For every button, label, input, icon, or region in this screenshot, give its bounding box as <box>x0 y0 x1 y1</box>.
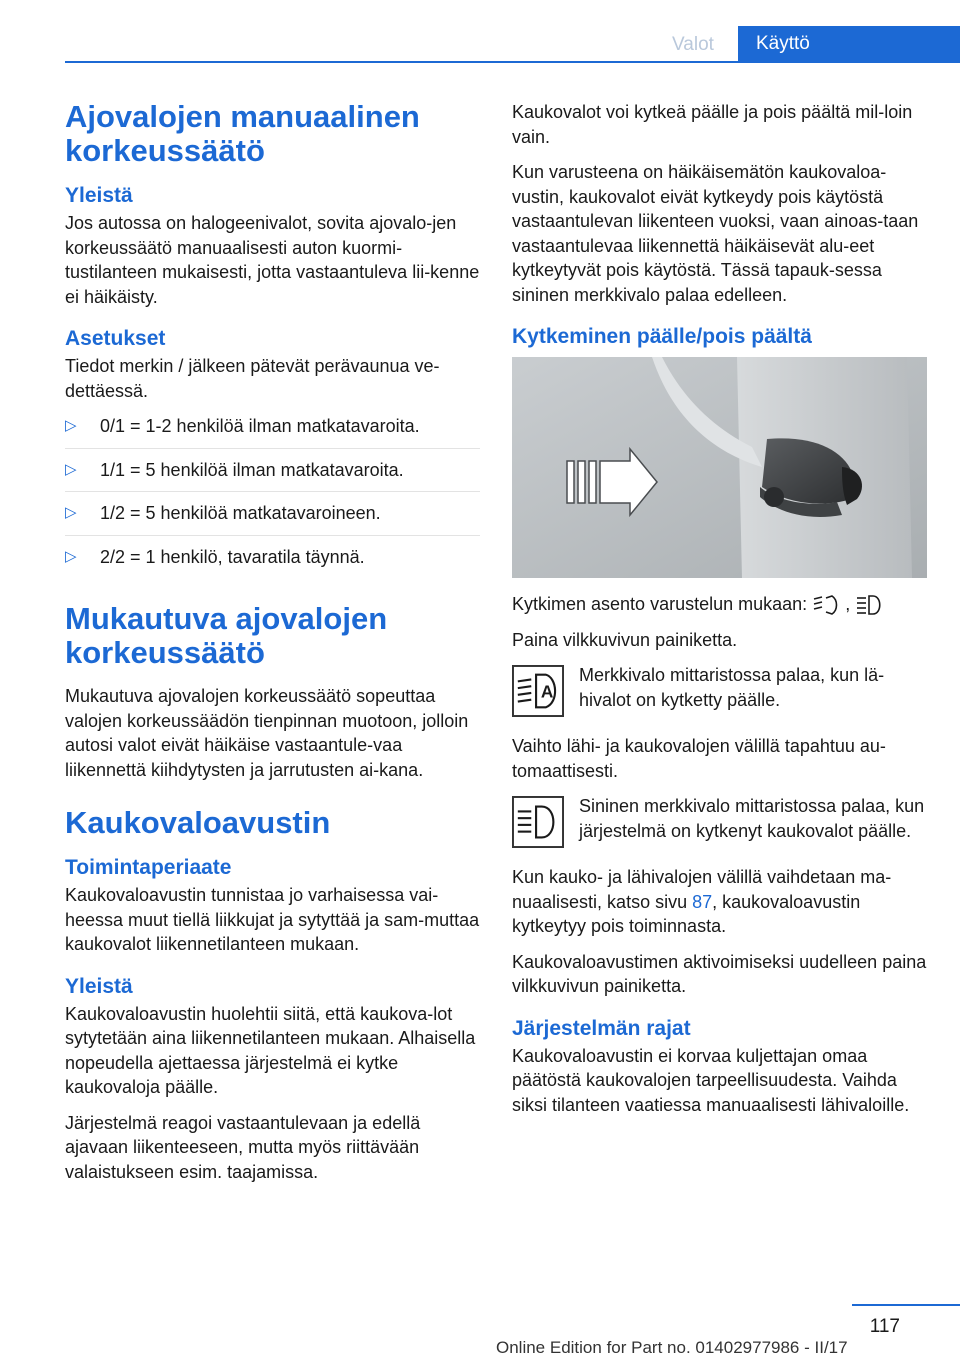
list-item-text: 1/1 = 5 henkilöä ilman matkatavaroita. <box>100 459 404 480</box>
indicator-row-high-beam <box>512 794 927 854</box>
paragraph-switch-position <box>512 592 927 617</box>
edition-note: Online Edition for Part no. 01402977986 - II/17 <box>496 1338 848 1357</box>
triangle-bullet-icon: ▷ <box>65 504 77 521</box>
tab-section-valot[interactable]: Valot <box>672 34 714 55</box>
paragraph-reactivate: Kaukovaloavustimen aktivoimiseksi uudelleen paina vilkkuvivun painiketta. <box>512 951 927 996</box>
indicator-row-assistant <box>512 663 927 723</box>
header-rule <box>65 61 960 63</box>
paragraph-general-3: Järjestelmä reagoi vastaantulevaan ja edellä ajavaan liikenteeseen, mutta myös riittävään valaistukseen esim. taajamissa. <box>65 1112 421 1182</box>
tab-chapter-kaytto[interactable]: Käyttö <box>738 26 960 62</box>
subheading-system-limits: Järjestelmän rajat <box>512 1016 691 1040</box>
paragraph-adaptive: Mukautuva ajovalojen korkeussäätö sopeuttaa valojen korkeussäädön tienpinnan muotoon, jolloin autosi valot eivät häikäise vastaantule-vaa liikennettä kiihdytysten ja jarrutusten ai-kana. <box>65 686 469 780</box>
subheading-settings: Asetukset <box>65 327 166 350</box>
switch-position-text: Kytkimen asento varustelun mukaan: <box>512 594 808 614</box>
paragraph-intro-2: Kun varusteena on häikäisemätön kaukovaloa-vustin, kaukovalot eivät kytkeydy pois käytöstä vastaantulevan liikenteen vuoksi, vaan ainoas-taan vastaantulevaa liikennettä häikäisevät alu-eet kytkeytyvät pois käytöstä. Tässä tapauk-sessa sininen merkkivalo palaa edelleen. <box>512 162 919 305</box>
triangle-bullet-icon: ▷ <box>65 417 77 434</box>
svg-text:A: A <box>540 681 554 702</box>
paragraph-indicator-high-beam: Sininen merkkivalo mittaristossa palaa, kun järjestelmä on kytkenyt kaukovalot päälle. <box>579 796 925 841</box>
heading-manual-leveling: Ajovalojen manuaalinen korkeussäätö <box>65 99 420 168</box>
list-item-text: 1/2 = 5 henkilöä matkatavaroineen. <box>100 503 381 523</box>
left-column <box>65 100 480 1195</box>
high-beam-assistant-icon <box>812 594 840 616</box>
manual-switch-text-a: Kun kauko- ja lähivalojen välillä vaihdetaan ma-nuaalisesti, katso sivu <box>512 867 892 912</box>
subheading-general: Yleistä <box>65 184 133 207</box>
settings-list <box>65 414 480 578</box>
footer-rule <box>852 1304 960 1306</box>
paragraph-general-2: Kaukovaloavustin huolehtii siitä, että kaukova-lot sytytetään aina liikennetilanteen mukaan. Alhaisella nopeudella ajettaessa järjestelmä ei kytke kaukovaloja päälle. <box>65 1003 476 1097</box>
high-beam-icon <box>855 594 883 616</box>
page-link-87[interactable]: 87 <box>692 891 713 912</box>
paragraph-settings: Tiedot merkin / jälkeen pätevät perävaunua ve-dettäessä. <box>65 356 440 401</box>
paragraph-system-limits: Kaukovaloavustin ei korvaa kuljettajan omaa päätöstä kaukovalojen tarpeellisuudesta. Vaihda siksi tilanteen vaatiessa manuaalisesti lähivaloille. <box>512 1045 910 1115</box>
heading-high-beam-assistant: Kaukovaloavustin <box>65 805 331 840</box>
paragraph-intro-1: Kaukovalot voi kytkeä päälle ja pois päältä mil-loin vain. <box>512 102 913 147</box>
list-item <box>65 545 480 579</box>
list-item <box>65 501 480 536</box>
high-beam-assistant-indicator-icon <box>512 665 564 717</box>
paragraph-indicator-low-beam: Merkkivalo mittaristossa palaa, kun lä-hivalot on kytketty päälle. <box>579 665 885 710</box>
right-column <box>512 100 927 1128</box>
heading-adaptive-leveling: Mukautuva ajovalojen korkeussäätö <box>65 601 388 670</box>
paragraph-press-button: Paina vilkkuvivun painiketta. <box>512 629 738 650</box>
high-beam-indicator-icon <box>512 796 564 848</box>
manual-switch-text-b: , kaukovaloavustin kytkeytyy pois toiminnasta. <box>512 891 861 936</box>
page-number: 117 <box>869 1316 900 1337</box>
subheading-switch-on-off: Kytkeminen päälle/pois päältä <box>512 325 812 348</box>
list-item-text: 2/2 = 1 henkilö, tavaratila täynnä. <box>100 546 365 567</box>
triangle-bullet-icon: ▷ <box>65 547 77 565</box>
paragraph-auto-change: Vaihto lähi- ja kaukovalojen välillä tapahtuu au-tomaattisesti. <box>512 736 886 781</box>
triangle-bullet-icon: ▷ <box>65 460 77 478</box>
paragraph-principle: Kaukovaloavustin tunnistaa jo varhaisessa vai-heessa muut tiellä liikkujat ja sytyttää ja sam-muttaa kaukovalot liikennetilanteen mukaan. <box>65 885 480 954</box>
paragraph-manual-switch <box>512 865 927 939</box>
switch-position-separator: , <box>845 594 851 614</box>
list-item <box>65 458 480 493</box>
list-item <box>65 414 480 449</box>
turn-signal-lever-image <box>512 357 927 578</box>
list-item-text: 0/1 = 1-2 henkilöä ilman matkatavaroita. <box>100 416 420 436</box>
subheading-general-2: Yleistä <box>65 974 133 998</box>
subheading-principle: Toimintaperiaate <box>65 856 232 879</box>
paragraph-general: Jos autossa on halogeenivalot, sovita ajovalo-jen korkeussäätö manuaalisesti auton kuormi-tustilanteen mukaisesti, jotta vastaantuleva lii-kenne ei häikäisty. <box>65 213 480 307</box>
